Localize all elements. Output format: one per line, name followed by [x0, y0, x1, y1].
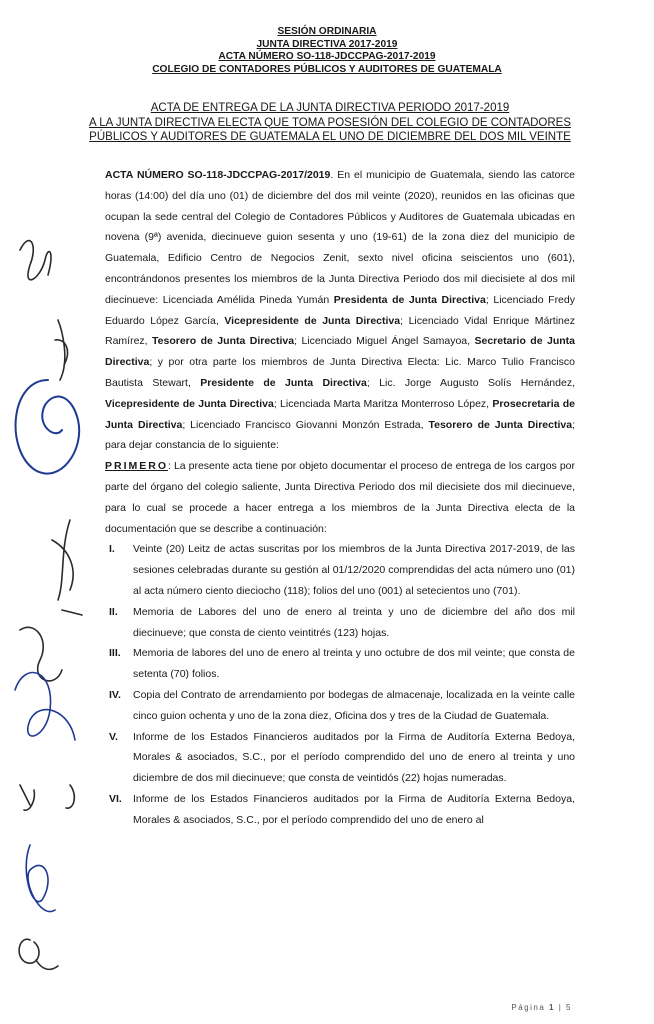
role-label: Vicepresidente de Junta Directiva [105, 397, 274, 410]
primero-paragraph [105, 456, 575, 539]
intro-text: ; Licenciado Fredy Eduardo López García, [105, 293, 575, 327]
signature-mark [55, 320, 67, 380]
list-item [105, 539, 575, 601]
role-label: Tesorero de Junta Directiva [428, 418, 573, 431]
list-item-number: VI. [109, 792, 122, 805]
document-list [105, 539, 575, 830]
intro-text: ; para dejar constancia de lo siguiente: [105, 418, 575, 452]
header-line: SESIÓN ORDINARIA [277, 26, 377, 37]
subtitle-line: ACTA DE ENTREGA DE LA JUNTA DIRECTIVA PERIODO 2017-2019 [150, 102, 510, 114]
margin-signatures [0, 220, 100, 980]
list-item-number: II. [109, 605, 118, 618]
header-line: COLEGIO DE CONTADORES PÚBLICOS Y AUDITORES DE GUATEMALA [152, 63, 502, 75]
role-label: Presidente de Junta Directiva [200, 376, 367, 389]
page-separator: | [558, 1003, 563, 1012]
intro-text: . En el municipio de Guatemala, siendo las catorce horas (14:00) del día uno (01) de diciembre del dos mil veinte (2020), reunidos en las oficinas que ocupan la sede central del Colegio de Contadores Públicos y Auditores de Guatemala ubicadas en novena (9ª) avenida, diecinueve guion sesenta y uno (19-61) de la zona diez del municipio de Guatemala, Edificio Centro de Negocios Zenit, sexto nivel oficina seiscientos uno (601), encontrándonos presentes los miembros de la Junta Directiva Periodo dos mil diecisiete al dos mil diecinueve: Licenciada Amélida Pineda Yumán [105, 169, 575, 306]
subtitle-line: A LA JUNTA DIRECTIVA ELECTA QUE TOMA POSESIÓN DEL COLEGIO DE CONTADORES [88, 116, 572, 129]
primero-separator: : [168, 460, 174, 473]
signature-mark [20, 785, 34, 810]
page-footer [511, 1003, 572, 1012]
role-label: Tesorero de Junta Directiva [152, 335, 295, 348]
primero-text: La presente acta tiene por objeto documentar el proceso de entrega de los cargos por parte del órgano del colegio saliente, Junta Directiva Periodo dos mil diecisiete dos mil diecinueve, para lo cual se procede a hacer entrega a los miembros de la Junta Directiva electa de la documentación que se describe a continuación: [105, 460, 575, 535]
list-item-text: Memoria de Labores del uno de enero al treinta y uno de diciembre del año dos mil diecinueve; que consta de ciento veintitrés (123) hojas. [133, 605, 575, 639]
list-item-number: V. [109, 730, 118, 743]
role-label: Prosecretaria de Junta Directiva [105, 397, 575, 431]
page-total: 5 [566, 1003, 572, 1012]
intro-paragraph [105, 165, 575, 456]
list-item [105, 789, 575, 831]
signature-mark [66, 785, 74, 808]
signature-mark [20, 241, 51, 280]
list-item-text: Informe de los Estados Financieros auditados por la Firma de Auditoría Externa Bedoya, Morales & asociados, S.C., por el período comprendido del uno de enero al [133, 792, 575, 826]
list-item-text: Veinte (20) Leitz de actas suscritas por los miembros de la Junta Directiva 2017-2019, de las sesiones celebradas durante su gestión al 01/12/2020 comprendidas del acta número uno (01) al acta número ciento dieciocho (118); folios del uno (001) al setecientos uno (701). [133, 543, 575, 597]
list-item [105, 685, 575, 727]
list-item-number: I. [109, 543, 115, 556]
intro-text: ; Licenciada Marta Maritza Monterroso López, [273, 397, 493, 410]
header-line: JUNTA DIRECTIVA 2017-2019 [256, 38, 398, 50]
list-item-text: Informe de los Estados Financieros auditados por la Firma de Auditoría Externa Bedoya, Morales & asociados, S.C., por el período comprendido del uno de enero al treinta y uno diciembre de dos mil diecinueve; que consta de veintidós (22) hojas numeradas. [133, 730, 575, 785]
role-label: Secretario de Junta Directiva [105, 335, 575, 369]
signature-mark [15, 673, 75, 740]
acta-number: ACTA NÚMERO SO-118-JDCCPAG-2017/2019 [105, 169, 331, 181]
intro-text: ; Licenciado Francisco Giovanni Monzón Estrada, [182, 418, 429, 431]
intro-text: ; Licenciado Miguel Ángel Samayoa, [294, 335, 475, 348]
signature-mark [52, 520, 82, 615]
primero-label: PRIMERO [105, 460, 169, 473]
list-item-text: Memoria de labores del uno de enero al treinta y uno octubre de dos mil veinte; que consta de setenta (70) folios. [133, 647, 575, 681]
subtitle-line: PÚBLICOS Y AUDITORES DE GUATEMALA EL UNO DE DICIEMBRE DEL DOS MIL VEINTE [89, 131, 571, 143]
page-label: Página [511, 1003, 546, 1012]
signature-mark [26, 845, 55, 912]
document-body [105, 165, 575, 831]
signature-mark [20, 627, 62, 681]
intro-text: ; Lic. Jorge Augusto Solís Hernández, [366, 376, 575, 389]
list-item [105, 643, 575, 685]
list-item-number: IV. [109, 688, 121, 701]
list-item [105, 602, 575, 644]
intro-text: ; Licenciado Vidal Enrique Mártinez Ramírez, [105, 314, 575, 348]
list-item [105, 727, 575, 789]
signature-mark [16, 380, 80, 474]
header-line: ACTA NÚMERO SO-118-JDCCPAG-2017-2019 [218, 51, 436, 62]
intro-text: ; y por otra parte los miembros de Junta Directiva Electa: Lic. Marco Tulio Francisco Bautista Stewart, [105, 356, 575, 389]
list-item-text: Copia del Contrato de arrendamiento por bodegas de almacenaje, localizada en la veinte calle cinco guion ochenta y uno de la zona diez, Oficina dos y tres de la Ciudad de Guatemala. [133, 688, 575, 722]
signature-mark [19, 939, 58, 969]
role-label: Presidenta de Junta Directiva [333, 293, 486, 306]
role-label: Vicepresidente de Junta Directiva [224, 314, 401, 327]
document-subtitle [80, 101, 580, 145]
document-header [0, 26, 654, 76]
list-item-number: III. [109, 647, 121, 660]
page-number: 1 [549, 1003, 555, 1012]
